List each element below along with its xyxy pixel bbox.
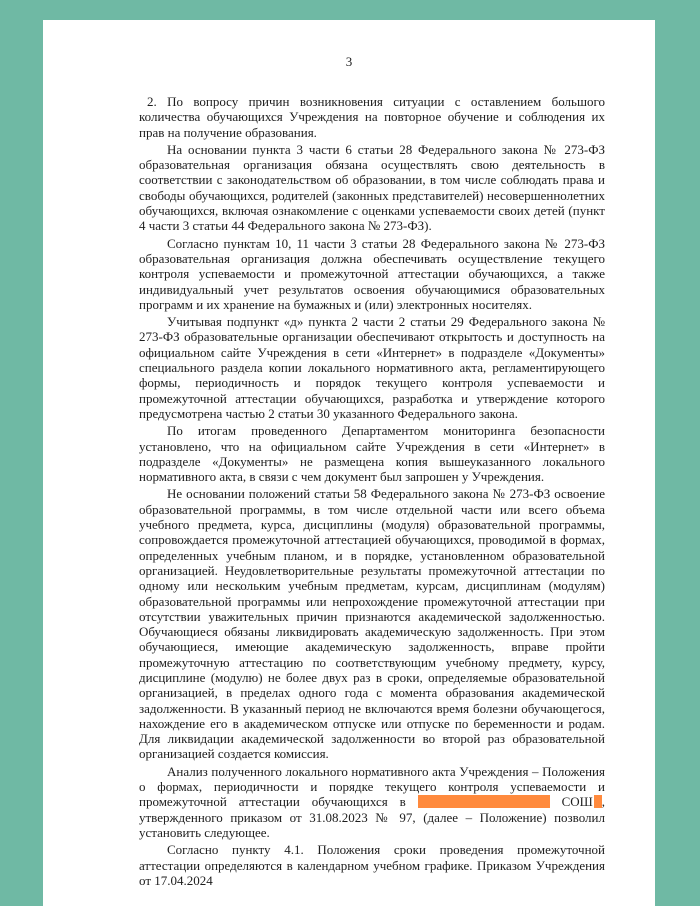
paragraph: На основании пункта 3 части 6 статьи 28 Федерального закона № 273-ФЗ образовательная организация обязана осуществлять свою деятельность в соответствии с законодательством об образовании, в том числе соблюдать права и свободы обучающихся, родителей (законных представителей) несовершеннолетних обучающихся, включая ознакомление с оценками успеваемости своих детей (пункт 4 части 3 статьи 44 Федерального закона № 273-ФЗ). [139,141,605,234]
analysis-text-after: , утвержденного приказом от 31.08.2023 № 97, (далее – Положение) позволил установить следующее. [139,794,606,840]
redaction-block-small [594,795,602,808]
paragraph: Учитывая подпункт «д» пункта 2 части 2 статьи 29 Федерального закона № 273-ФЗ образовательные организации обеспечивают открытость и доступность на официальном сайте Учреждения в сети «Интернет» в подразделе «Документы» специального раздела копии локального нормативного акта, регламентирующего формы, периодичность и порядок текущего контроля успеваемости и промежуточной аттестации обучающихся, разработка и утверждение которого предусмотрена частью 2 статьи 30 указанного Федерального закона. [139,314,605,421]
redaction-block [418,795,550,808]
page-number: 3 [345,54,353,69]
paragraph: 2. По вопросу причин возникновения ситуации с оставлением большого количества обучающихся Учреждения на повторное обучение и соблюдения их прав на получение образования. [139,94,605,140]
paragraph: Согласно пунктам 10, 11 части 3 статьи 28 Федерального закона № 273-ФЗ образовательная организация должна обеспечивать осуществление текущего контроля успеваемости и промежуточной аттестации обучающихся, а также индивидуальный учет результатов освоения обучающимися образовательных программ и их хранение на бумажных и (или) электронных носителях. [139,235,605,312]
analysis-paragraph [139,764,605,840]
analysis-text-mid: СОШ [561,794,593,810]
analysis-text-before: Анализ полученного локального нормативного акта Учреждения – Положения о формах, периодичности и порядке текущего контроля успеваемости и промежуточной аттестации обучающихся в [139,763,605,810]
paragraph: Согласно пункту 4.1. Положения сроки проведения промежуточной аттестации определяются в календарном учебном графике. Приказом Учреждения от 17.04.2024 [139,842,605,888]
paragraph: Не основании положений статьи 58 Федерального закона № 273-ФЗ освоение образовательной программы, в том числе отдельной части или всего объема учебного предмета, курса, дисциплины (модуля) образовательной программы, сопровождается промежуточной аттестацией обучающихся, проводимой в формах, определенных учебным планом, и в порядке, установленном образовательной организацией. Неудовлетворительные результаты промежуточной аттестации по одному или нескольким учебным предметам, курсам, дисциплинам (модулям) образовательной программы или непрохождение промежуточной аттестации при отсутствии уважительных причин признаются академической задолженностью. Обучающиеся обязаны ликвидировать академическую задолженность. При этом обучающиеся, имеющие академическую задолженность, вправе пройти промежуточную аттестацию по соответствующим учебному предмету, курсу, дисциплине (модулю) не более двух раз в сроки, определяемые образовательной организацией, в пределах одного года с момента образования академической задолженности. В указанный период не включаются время болезни обучающегося, нахождение его в академическом отпуске или отпуске по беременности и родам. Для ликвидации академической задолженности во второй раз образовательной организацией создается комиссия. [139,486,605,762]
document-page [43,20,655,906]
document-body [139,94,605,890]
paragraph: По итогам проведенного Департаментом мониторинга безопасности установлено, что на официальном сайте Учреждения в сети «Интернет» в подразделе «Документы» не размещена копия вышеуказанного локального нормативного акта, в связи с чем документ был запрошен у Учреждения. [139,423,605,485]
